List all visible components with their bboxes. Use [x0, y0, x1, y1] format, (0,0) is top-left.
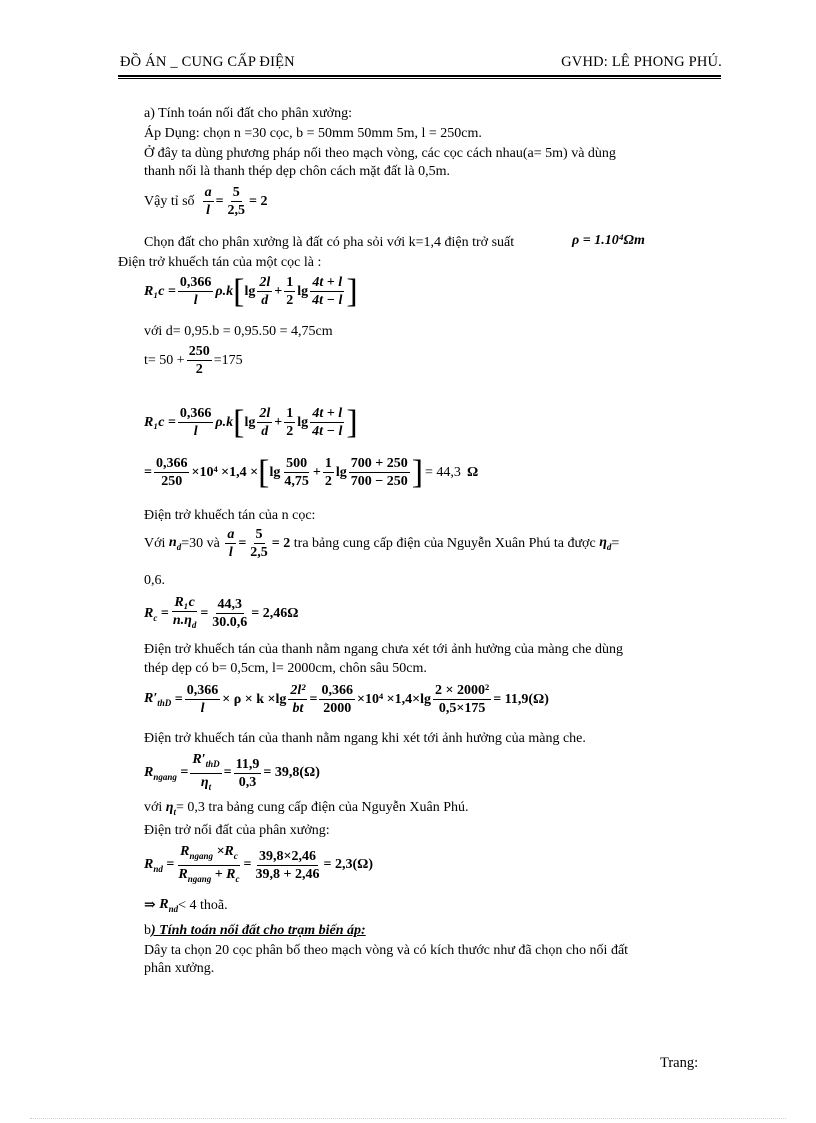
workshop-ground-heading: Điện trở nối đất của phân xưởng:	[144, 823, 330, 838]
r1c-numeric: = $\frac{0,366}{250}$ ×10⁴ ×1,4 × [ lg $\frac{500}{4,75}$ + $\frac{1}{2}$ lg $\frac{700 + 250}{700 - 250}$ ] = 44,3 Ω	[144, 453, 479, 491]
conclusion-line: ⇒ $R_{nd}$ < 4 thoã.	[144, 897, 228, 914]
page-footer: Trang:	[660, 1055, 699, 1071]
section-b-title: b) Tính toán nối đất cho trạm biến áp:	[144, 923, 366, 938]
horizontal-bar-text-2: thép dẹp có b= 0,5cm, l= 2000cm, chôn sâu 50cm.	[144, 661, 427, 676]
ratio-equation: Vậy tỉ số $\frac{a}{l}$ = $\frac{5}{2,5}$ = 2	[144, 185, 268, 218]
rc-formula: $R_c$ = $\frac{\text{R₁c}}{n.\eta_d}$ = $\frac{44,3}{30.0,6}$ = 2,46Ω	[144, 595, 299, 631]
rnd-formula: $R_{nd}$ = $\frac{R_{ngang} \times R_c}{R_{ngang} + R_c}$ = $\frac{39,8\times 2,46}{39,8 + 2,46}$ = 2,3(Ω)	[144, 844, 374, 884]
page-edge-divider	[30, 1118, 786, 1119]
r1c-formula: R₁c = $\frac{0,366}{l}$ ρ.k [ lg $\frac{2l}{d}$ + $\frac{1}{2}$ lg $\frac{4t + l}{4t - l}$ ]	[144, 272, 358, 310]
eta-t-line: với $\eta_t$ = 0,3 tra bảng cung cấp điện của Nguyễn Xuân Phú.	[144, 800, 469, 817]
rho-value: ρ = 1.10⁴Ωm	[572, 233, 645, 248]
apply-text: Áp Dụng: chọn n =30 cọc, b = 50mm 50mm 5m, l = 250cm.	[144, 126, 482, 141]
header-right-instructor: GVHD: LÊ PHONG PHÚ.	[561, 54, 722, 70]
horizontal-bar-text-1: Điện trở khuếch tán của thanh nằm ngang chưa xét tới ảnh hưởng của màng che dùng	[144, 642, 624, 657]
eta-value: 0,6.	[144, 573, 165, 588]
header-left-title: ĐỒ ÁN _ CUNG CẤP ĐIỆN	[120, 54, 295, 70]
section-b-text-2: phân xưởng.	[144, 961, 215, 976]
section-a-title: a) Tính toán nối đất cho phân xưởng:	[144, 106, 352, 121]
rngang-formula: $R_{ngang}$ = $\frac{R'_{thD}}{\eta_t}$ = $\frac{11,9}{0,3}$ = 39,8(Ω)	[144, 752, 320, 792]
header-rule	[118, 75, 721, 77]
r1c-formula-repeat: R₁c = $\frac{0,366}{l}$ ρ.k [ lg $\frac{2l}{d}$ + $\frac{1}{2}$ lg $\frac{4t + l}{4t - l}$ ]	[144, 403, 358, 441]
header-rule-thin	[118, 78, 721, 79]
method-text-2: thanh nối là thanh thép dẹp chôn cách mặt đất là 0,5m.	[144, 164, 450, 179]
method-text-1: Ở đây ta dùng phương pháp nối theo mạch vòng, các cọc cách nhau(a= 5m) và dùng	[144, 146, 616, 161]
d-value: với d= 0,95.b = 0,95.50 = 4,75cm	[144, 324, 333, 339]
shield-effect-text: Điện trở khuếch tán của thanh nằm ngang khi xét tới ảnh hưởng của màng che.	[144, 731, 586, 746]
n-rods-heading: Điện trở khuếch tán của n cọc:	[144, 508, 316, 523]
nd-ratio-line: Với $n_d$ =30 và $\frac{a}{l}$ = $\frac{5}{2,5}$ = 2 tra bảng cung cấp điện của Nguyễn Xuân Phú ta được $\eta_d$ =	[144, 527, 620, 560]
t-equation: t= 50 + $\frac{250}{2}$ =175	[144, 344, 243, 377]
soil-text: Chọn đất cho phân xưởng là đất có pha sỏi với k=1,4 điện trở suất	[144, 235, 515, 250]
rthd-formula: $R'_{thD}$ = $\frac{0,366}{l}$ × ρ × k ×lg $\frac{\text{2l²}}{bt}$ = $\frac{0,366}{2000}$ ×10⁴ ×1,4×lg $\frac{\text{2 × 2000²}}{0,5\times 175}$ = 11,9(Ω)	[144, 683, 549, 716]
single-rod-heading: Điện trở khuếch tán của một cọc là :	[118, 255, 322, 270]
section-b-text-1: Dây ta chọn 20 cọc phân bố theo mạch vòng và có kích thước như đã chọn cho nối đất	[144, 943, 629, 958]
